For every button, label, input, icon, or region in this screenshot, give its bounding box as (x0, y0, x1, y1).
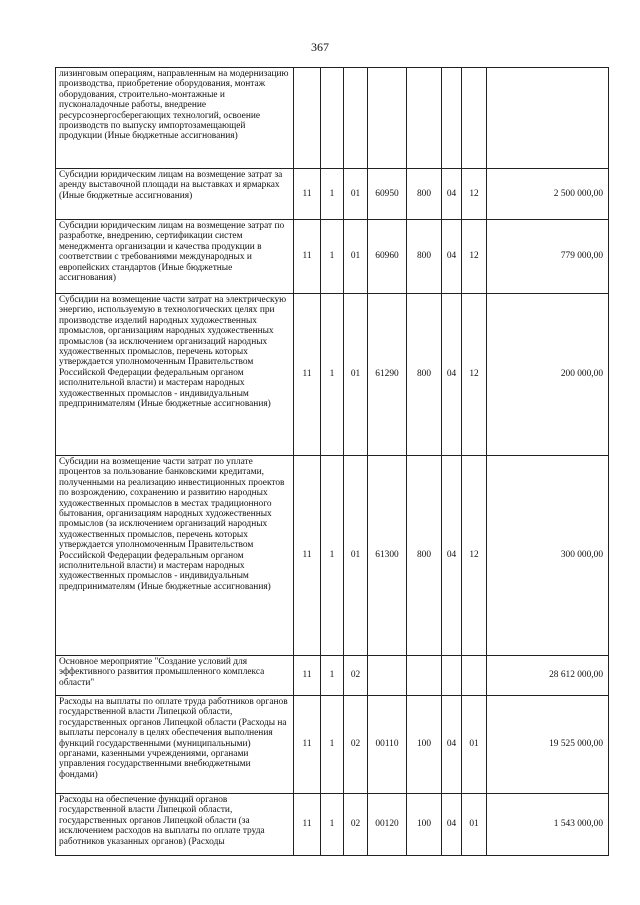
cell-subsection: 01 (462, 794, 487, 856)
cell-main-activity: 02 (344, 656, 368, 696)
budget-table (55, 67, 609, 856)
cell-expense-type: 100 (407, 794, 442, 856)
table-row (56, 294, 609, 456)
table-row (56, 794, 609, 856)
cell-main-activity: 01 (344, 294, 368, 456)
row-description: Расходы на обеспечение функций органов государственной власти Липецкой области, государственных органов Липецкой области (за исключением расходов на выплаты по оплате труда работников указанных органов) (Расходы (56, 794, 294, 856)
row-description: Субсидии юридическим лицам на возмещение затрат по разработке, внедрению, сертификации систем менеджмента организации и качества продукции в соответствии с требованиями международных и европейских стандартов (Иные бюджетные ассигнования) (56, 220, 294, 294)
cell-expense-type: 800 (407, 169, 442, 220)
cell-program: 11 (294, 294, 321, 456)
cell-subprogram: 1 (321, 294, 344, 456)
cell-main-activity: 02 (344, 794, 368, 856)
cell-section: 04 (442, 696, 462, 794)
cell-subsection (462, 68, 487, 169)
cell-subsection: 12 (462, 294, 487, 456)
cell-direction: 61290 (368, 294, 407, 456)
cell-subsection: 12 (462, 456, 487, 656)
page-number: 367 (311, 40, 329, 54)
cell-amount: 200 000,00 (487, 294, 609, 456)
cell-amount: 2 500 000,00 (487, 169, 609, 220)
row-description: Субсидии на возмещение части затрат на электрическую энергию, используемую в технологических целях при производстве изделий народных художественных промыслов, организациям народных художественных промыслов (за исключением организаций народных художественных промыслов, перечень которых утверждается уполномоченным Правительством Российской Федерации федеральным органом исполнительной власти) и мастерам народных художественных промыслов - индивидуальным предпринимателям (Иные бюджетные ассигнования) (56, 294, 294, 456)
cell-main-activity: 02 (344, 696, 368, 794)
cell-subsection: 01 (462, 696, 487, 794)
cell-direction: 60960 (368, 220, 407, 294)
table-row (56, 169, 609, 220)
cell-subsection: 12 (462, 169, 487, 220)
row-description: Расходы на выплаты по оплате труда работников органов государственной власти Липецкой области, государственных органов Липецкой области (Расходы на выплаты персоналу в целях обеспечения выполнения функций государственными (муниципальными) органами, казенными учреждениями, органами управления государственными внебюджетными фондами) (56, 696, 294, 794)
cell-amount: 19 525 000,00 (487, 696, 609, 794)
cell-direction: 00120 (368, 794, 407, 856)
cell-subprogram: 1 (321, 220, 344, 294)
cell-expense-type: 800 (407, 220, 442, 294)
cell-subprogram (321, 68, 344, 169)
table-row (56, 220, 609, 294)
cell-program: 11 (294, 456, 321, 656)
cell-expense-type: 100 (407, 696, 442, 794)
table-row (56, 68, 609, 169)
cell-expense-type (407, 656, 442, 696)
cell-expense-type: 800 (407, 456, 442, 656)
cell-subsection (462, 656, 487, 696)
cell-main-activity: 01 (344, 456, 368, 656)
cell-amount (487, 68, 609, 169)
cell-section (442, 68, 462, 169)
cell-section: 04 (442, 169, 462, 220)
cell-program: 11 (294, 169, 321, 220)
cell-amount: 300 000,00 (487, 456, 609, 656)
cell-subprogram: 1 (321, 656, 344, 696)
cell-program (294, 68, 321, 169)
cell-amount: 1 543 000,00 (487, 794, 609, 856)
cell-section: 04 (442, 794, 462, 856)
cell-subprogram: 1 (321, 169, 344, 220)
table-row (56, 696, 609, 794)
cell-program: 11 (294, 656, 321, 696)
cell-amount: 28 612 000,00 (487, 656, 609, 696)
cell-subsection: 12 (462, 220, 487, 294)
cell-main-activity: 01 (344, 220, 368, 294)
table-row (56, 656, 609, 696)
cell-direction (368, 68, 407, 169)
cell-expense-type (407, 68, 442, 169)
table-row (56, 456, 609, 656)
cell-subprogram: 1 (321, 696, 344, 794)
cell-main-activity: 01 (344, 169, 368, 220)
row-description: Субсидии юридическим лицам на возмещение затрат за аренду выставочной площади на выставках и ярмарках (Иные бюджетные ассигнования) (56, 169, 294, 220)
cell-amount: 779 000,00 (487, 220, 609, 294)
row-description: Основное мероприятие "Создание условий для эффективного развития промышленного комплекса области" (56, 656, 294, 696)
cell-section: 04 (442, 220, 462, 294)
cell-subprogram: 1 (321, 456, 344, 656)
cell-section: 04 (442, 294, 462, 456)
row-description: лизинговым операциям, направленным на модернизацию производства, приобретение оборудования, монтаж оборудования, строительно-монтажные и пусконаладочные работы, внедрение ресурсоэнергосберегающих технологий, освоение производств по выпуску импортозамещающей продукции (Иные бюджетные ассигнования) (56, 68, 294, 169)
cell-section: 04 (442, 456, 462, 656)
cell-program: 11 (294, 220, 321, 294)
cell-direction: 00110 (368, 696, 407, 794)
cell-direction (368, 656, 407, 696)
cell-subprogram: 1 (321, 794, 344, 856)
cell-section (442, 656, 462, 696)
cell-direction: 61300 (368, 456, 407, 656)
cell-direction: 60950 (368, 169, 407, 220)
row-description: Субсидии на возмещение части затрат по уплате процентов за пользование банковскими кредитами, полученными на реализацию инвестиционных проектов по возрождению, сохранению и развитию народных художественных промыслов в местах традиционного бытования, организациям народных художественных промыслов (за исключением организаций народных художественных промыслов, перечень которых утверждается уполномоченным Правительством Российской Федерации федеральным органом исполнительной власти) и мастерам народных художественных промыслов - индивидуальным предпринимателям (Иные бюджетные ассигнования) (56, 456, 294, 656)
cell-expense-type: 800 (407, 294, 442, 456)
cell-program: 11 (294, 794, 321, 856)
cell-main-activity (344, 68, 368, 169)
cell-program: 11 (294, 696, 321, 794)
